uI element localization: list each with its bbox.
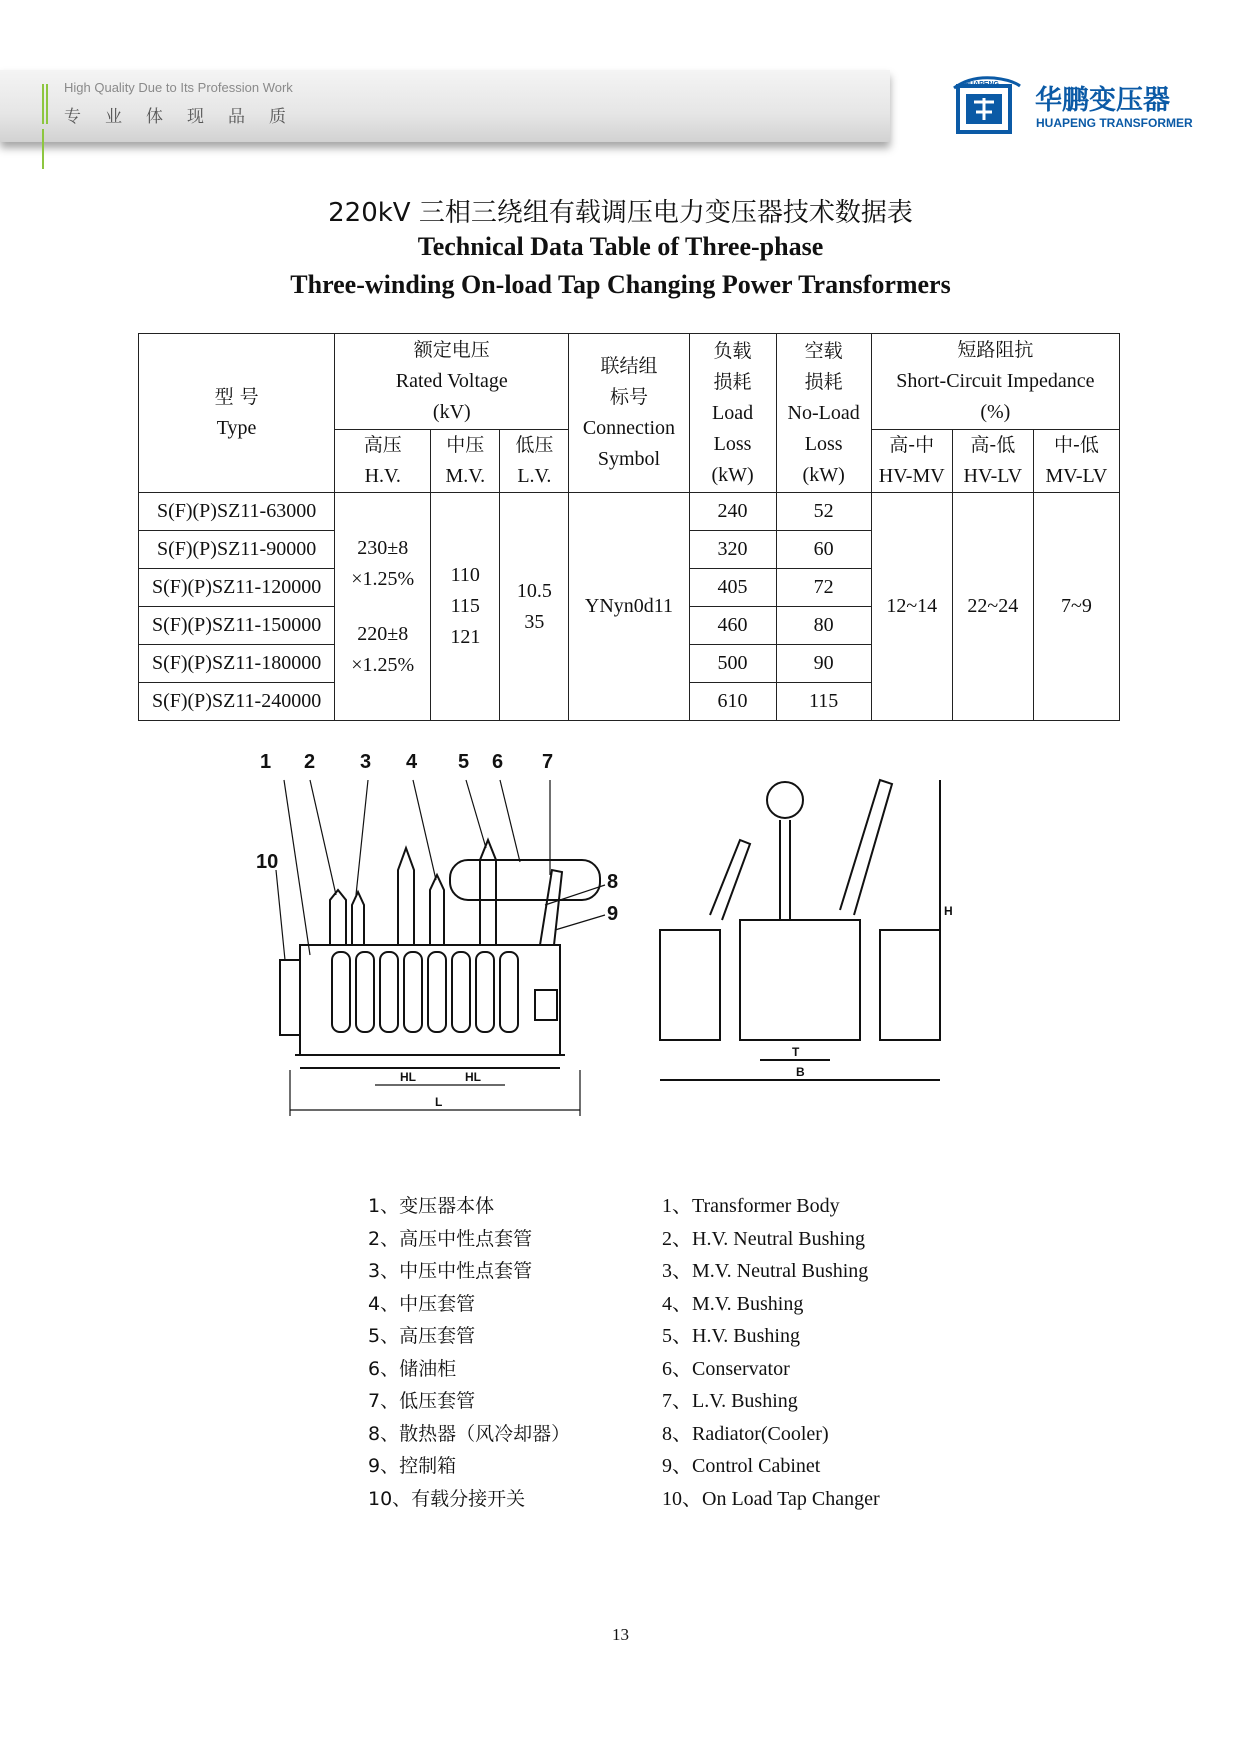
legend-en-item: 8、Radiator(Cooler) <box>662 1422 829 1445</box>
header-mv-lv-en: MV-LV <box>1045 465 1108 487</box>
legend-cn-item: 3、中压中性点套管 <box>368 1260 533 1282</box>
dim-b: B <box>796 1065 805 1079</box>
cell-load-loss: 405 <box>689 569 776 607</box>
callout-4: 4 <box>406 751 418 773</box>
legend-en-list <box>662 1190 880 1515</box>
cell-mv-shared <box>431 493 500 721</box>
callout-6: 6 <box>492 751 504 773</box>
radiator-fins <box>332 952 518 1032</box>
header-row-1 <box>139 334 1120 430</box>
technical-data-table <box>138 333 1120 721</box>
header-mv-cn: 中压 <box>446 434 485 456</box>
header-slogan-cn: 专业体现品质 <box>64 107 310 127</box>
legend-en-item: 10、On Load Tap Changer <box>662 1487 880 1510</box>
lv-value-2: 35 <box>524 610 545 633</box>
callout-10: 10 <box>256 851 279 873</box>
header-noload-loss-en2: Loss <box>804 432 843 455</box>
legend-cn-item: 9、控制箱 <box>368 1455 457 1477</box>
legend-cn-item: 6、储油柜 <box>368 1357 457 1380</box>
legend-cn-item: 8、散热器（风冷却器） <box>368 1422 571 1445</box>
cell-load-loss: 320 <box>689 531 776 569</box>
legend-en-item: 7、L.V. Bushing <box>662 1390 798 1412</box>
header-mv-lv <box>1033 430 1119 493</box>
cell-noload-loss: 80 <box>776 607 871 645</box>
header-hv-lv <box>952 430 1033 493</box>
header-load-loss-en1: Load <box>712 401 754 424</box>
cell-hv-shared <box>335 493 431 721</box>
page-number: 13 <box>612 1625 629 1644</box>
logo-badge-text: HUAPENG <box>964 81 1000 88</box>
header-noload-loss <box>776 334 871 493</box>
cell-load-loss: 610 <box>689 683 776 721</box>
company-logo <box>950 70 1210 140</box>
dim-hl-1: HL <box>400 1070 416 1084</box>
cell-hv-mv-shared: 12~14 <box>871 493 952 721</box>
header-noload-loss-cn1: 空载 <box>804 339 843 362</box>
cell-noload-loss: 115 <box>776 683 871 721</box>
callout-2: 2 <box>304 751 316 773</box>
header-rated-voltage-unit: (kV) <box>432 401 471 423</box>
hv-value-4: ×1.25% <box>351 653 415 676</box>
header-impedance-unit: (%) <box>980 401 1011 423</box>
hv-value-1: 230±8 <box>357 536 409 559</box>
header-load-loss <box>689 334 776 493</box>
header-noload-loss-en1: No-Load <box>787 401 860 424</box>
header-connection-en1: Connection <box>582 417 676 439</box>
callout-1: 1 <box>260 751 272 773</box>
cell-load-loss: 460 <box>689 607 776 645</box>
header-type-en: Type <box>216 417 257 439</box>
header-impedance <box>871 334 1119 430</box>
header-hv-cn: 高压 <box>363 434 402 456</box>
mv-value-2: 115 <box>450 595 480 617</box>
header-type <box>139 334 335 493</box>
dim-h: H <box>944 904 953 918</box>
page-title-en-line2: Three-winding On-load Tap Changing Power Transformers <box>290 270 951 299</box>
header-load-loss-cn2: 损耗 <box>713 370 752 393</box>
cell-load-loss: 500 <box>689 645 776 683</box>
cell-hv-lv-shared: 22~24 <box>952 493 1033 721</box>
bushings <box>330 840 562 945</box>
header-type-cn: 型 号 <box>214 386 259 408</box>
legend-en-item: 3、M.V. Neutral Bushing <box>662 1260 869 1282</box>
legend-cn-item: 7、低压套管 <box>368 1390 476 1412</box>
legend-en-item: 4、M.V. Bushing <box>662 1292 804 1315</box>
header-rated-voltage-cn: 额定电压 <box>413 339 490 361</box>
mv-value-3: 121 <box>450 626 481 648</box>
cell-mv-lv-shared: 7~9 <box>1033 493 1119 721</box>
header-accent-bars <box>42 84 52 124</box>
cell-noload-loss: 90 <box>776 645 871 683</box>
header-load-loss-unit: (kW) <box>711 463 754 486</box>
header-hv-en: H.V. <box>364 465 401 487</box>
header-noload-loss-cn2: 损耗 <box>804 370 843 393</box>
dim-t: T <box>792 1045 800 1059</box>
callout-5: 5 <box>458 751 470 773</box>
cell-type: S(F)(P)SZ11-180000 <box>139 645 335 683</box>
cell-noload-loss: 60 <box>776 531 871 569</box>
lv-value-1: 10.5 <box>516 579 552 602</box>
header-connection-cn2: 标号 <box>609 386 648 408</box>
side-bushing-left <box>710 840 750 920</box>
side-conservator <box>767 782 803 818</box>
header-connection-cn1: 联结组 <box>600 355 658 377</box>
legend-cn-item: 1、变压器本体 <box>368 1195 495 1217</box>
logo-emblem-icon <box>950 74 1028 136</box>
transformer-outline-drawing <box>256 751 1040 1140</box>
cell-noload-loss: 52 <box>776 493 871 531</box>
legend-cn-item: 4、中压套管 <box>368 1292 476 1315</box>
header-impedance-cn: 短路阻抗 <box>957 339 1034 361</box>
header-mv-lv-cn: 中-低 <box>1053 434 1099 456</box>
legend-en-item: 9、Control Cabinet <box>662 1455 821 1477</box>
dim-hl-2: HL <box>465 1070 481 1084</box>
header-mv <box>431 430 500 493</box>
header-impedance-en: Short-Circuit Impedance <box>896 370 1095 392</box>
header-load-loss-cn1: 负载 <box>713 339 752 362</box>
header-load-loss-en2: Loss <box>713 432 752 455</box>
cell-lv-shared <box>500 493 569 721</box>
side-tank-outline <box>740 920 860 1040</box>
cell-noload-loss: 72 <box>776 569 871 607</box>
legend-en-item: 5、H.V. Bushing <box>662 1325 800 1347</box>
header-lv <box>500 430 569 493</box>
header-noload-loss-unit: (kW) <box>802 463 845 486</box>
header-hv <box>335 430 431 493</box>
cell-type: S(F)(P)SZ11-240000 <box>139 683 335 721</box>
cell-load-loss: 240 <box>689 493 776 531</box>
side-bushing-right <box>840 780 892 915</box>
side-radiator-right <box>880 930 940 1040</box>
header-connection <box>569 334 689 493</box>
callout-3: 3 <box>360 751 372 773</box>
cell-connection-shared: YNyn0d11 <box>569 493 689 721</box>
callout-7: 7 <box>542 751 554 773</box>
legend-en-item: 2、H.V. Neutral Bushing <box>662 1227 865 1250</box>
control-cabinet <box>535 990 557 1020</box>
cell-type: S(F)(P)SZ11-63000 <box>139 493 335 531</box>
mv-value-1: 110 <box>450 564 480 586</box>
logo-name-cn: 华鹏变压器 <box>1035 85 1170 116</box>
header-hv-lv-cn: 高-低 <box>970 434 1016 456</box>
table-row <box>139 493 1120 531</box>
page-title-en-line1: Technical Data Table of Three-phase <box>417 232 824 261</box>
header-mv-en: M.V. <box>445 465 486 487</box>
header-lv-cn: 低压 <box>515 434 554 456</box>
header-connection-en2: Symbol <box>597 448 661 470</box>
dim-l: L <box>435 1095 443 1109</box>
callout-9: 9 <box>607 903 619 925</box>
header-hv-lv-en: HV-LV <box>963 465 1023 487</box>
header-hv-mv-cn: 高-中 <box>889 434 935 456</box>
cell-type: S(F)(P)SZ11-120000 <box>139 569 335 607</box>
logo-name-en: HUAPENG TRANSFORMER <box>1036 116 1193 130</box>
legend-en-item: 6、Conservator <box>662 1357 790 1380</box>
legend-en-item: 1、Transformer Body <box>662 1195 840 1217</box>
hv-value-3: 220±8 <box>357 622 409 645</box>
header-slogan-en: High Quality Due to Its Profession Work <box>64 80 293 95</box>
header-rated-voltage <box>335 334 569 430</box>
header-hv-mv <box>871 430 952 493</box>
side-radiator-left <box>660 930 720 1040</box>
page-title-cn: 220kV 三相三绕组有载调压电力变压器技术数据表 <box>328 198 913 228</box>
tap-changer <box>280 960 300 1035</box>
legend-cn-item: 10、有载分接开关 <box>368 1487 526 1510</box>
header-hv-mv-en: HV-MV <box>878 465 945 487</box>
legend-cn-list <box>368 1190 570 1515</box>
header-lv-en: L.V. <box>517 465 552 487</box>
legend-cn-item: 5、高压套管 <box>368 1325 476 1347</box>
hv-value-2: ×1.25% <box>351 567 415 590</box>
cell-type: S(F)(P)SZ11-90000 <box>139 531 335 569</box>
header-rated-voltage-en: Rated Voltage <box>395 370 508 392</box>
legend-cn-item: 2、高压中性点套管 <box>368 1227 533 1250</box>
cell-type: S(F)(P)SZ11-150000 <box>139 607 335 645</box>
callout-8: 8 <box>607 871 619 893</box>
front-tank-outline <box>300 945 560 1055</box>
front-dimensions <box>290 1070 580 1116</box>
